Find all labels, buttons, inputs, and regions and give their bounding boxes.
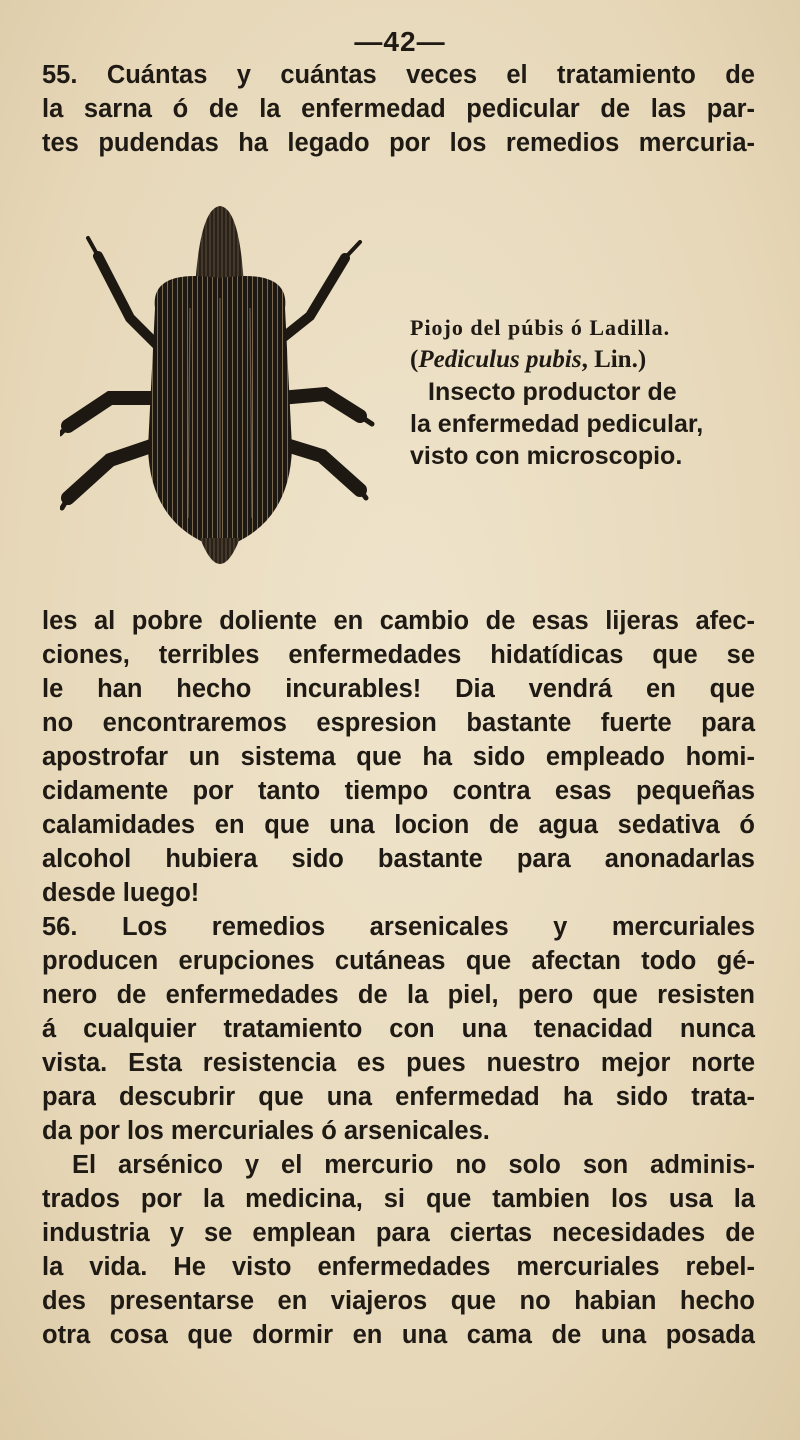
paragraph-line: tes pudendas ha legado por los remedios mercuria- xyxy=(42,129,755,157)
latin-species: Pediculus pubis xyxy=(418,346,582,373)
pubic-louse-illustration xyxy=(60,198,380,590)
caption-title: Piojo del púbis ó Ladilla. xyxy=(410,315,671,340)
paragraph-line: les al pobre doliente en cambio de esas lijeras afec- xyxy=(42,607,755,635)
paragraph-line: alcohol hubiera sido bastante para anonadarlas xyxy=(42,845,755,873)
paragraph-line: le han hecho incurables! Dia vendrá en que xyxy=(42,675,755,703)
paragraph-line: no encontraremos espresion bastante fuerte para xyxy=(42,709,755,737)
caption-latin-name: (Pediculus pubis, Lin.) xyxy=(410,346,647,373)
paragraph-line: la vida. He visto enfermedades mercuriales rebel- xyxy=(42,1253,755,1281)
paragraph-line: 56. Los remedios arsenicales y mercuriales xyxy=(42,913,755,941)
figure-caption xyxy=(410,312,770,472)
caption-line: visto con microscopio. xyxy=(410,442,683,470)
paragraph-line: nero de enfermedades de la piel, pero que resisten xyxy=(42,981,755,1009)
paragraph-line: apostrofar un sistema que ha sido empleado homi- xyxy=(42,743,755,771)
paragraph-line: otra cosa que dormir en una cama de una posada xyxy=(42,1321,755,1349)
caption-line: la enfermedad pedicular, xyxy=(410,410,704,438)
paragraph-line: 55. Cuántas y cuántas veces el tratamiento de xyxy=(42,61,755,89)
latin-author: , Lin.) xyxy=(581,346,647,373)
paragraph-line: des presentarse en viajeros que no habian hecho xyxy=(42,1287,755,1315)
paragraph-line: á cualquier tratamiento con una tenacidad nunca xyxy=(42,1015,755,1043)
paragraph-line: para descubrir que una enfermedad ha sido trata- xyxy=(42,1083,755,1111)
paragraph-line: ciones, terribles enfermedades hidatídicas que se xyxy=(42,641,755,669)
page-number: —42— xyxy=(354,26,446,57)
paragraph-line: El arsénico y el mercurio no solo son adminis- xyxy=(72,1151,755,1179)
paragraph-line: la sarna ó de la enfermedad pedicular de las par- xyxy=(42,95,755,123)
paragraph-line: vista. Esta resistencia es pues nuestro mejor norte xyxy=(42,1049,755,1077)
paragraph-line: calamidades en que una locion de agua sedativa ó xyxy=(42,811,755,839)
paragraph-line: industria y se emplean para ciertas necesidades de xyxy=(42,1219,755,1247)
paragraph-line: desde luego! xyxy=(42,879,200,907)
louse-engraving xyxy=(60,198,380,590)
paragraph-line: producen erupciones cutáneas que afectan todo gé- xyxy=(42,947,755,975)
paragraph-line: da por los mercuriales ó arsenicales. xyxy=(42,1117,490,1145)
caption-line: Insecto productor de xyxy=(428,378,677,406)
paragraph-line: trados por la medicina, si que tambien los usa la xyxy=(42,1185,755,1213)
paragraph-line: cidamente por tanto tiempo contra esas pequeñas xyxy=(42,777,755,805)
